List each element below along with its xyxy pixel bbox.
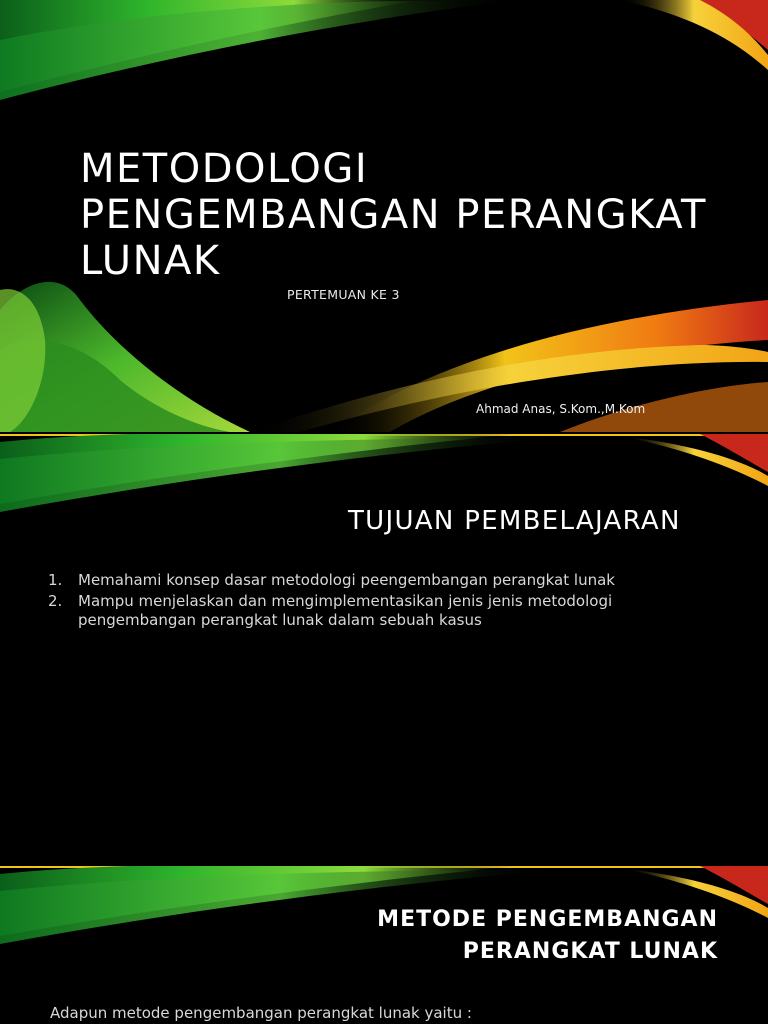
item-text: Memahami konsep dasar metodologi peengembangan perangkat lunak — [78, 571, 615, 589]
slide-body-text: Adapun metode pengembangan perangkat lunak yaitu : — [50, 1004, 472, 1022]
slide-title: TUJUAN PEMBELAJARAN — [348, 506, 681, 536]
list-item — [48, 592, 718, 630]
item-number: 1. — [48, 571, 63, 589]
list-item — [48, 571, 748, 590]
objectives-list — [48, 571, 748, 632]
title-text: METODOLOGI PENGEMBANGAN PERANGKAT LUNAK — [80, 146, 707, 284]
slide-2 — [0, 434, 768, 864]
slide-title: METODE PENGEMBANGAN PERANGKAT LUNAK — [377, 907, 718, 964]
item-number: 2. — [48, 592, 63, 610]
author-name: Ahmad Anas, S.Kom.,M.Kom — [476, 402, 646, 416]
item-text: Mampu menjelaskan dan mengimplementasikan jenis jenis metodologi pengembangan perangkat lunak dalam sebuah kasus — [78, 592, 613, 629]
slide-title — [80, 146, 740, 284]
wave-decoration — [0, 434, 768, 864]
slide-3 — [0, 866, 768, 1024]
slide-1 — [0, 0, 768, 432]
slide-subtitle: PERTEMUAN KE 3 — [287, 287, 400, 302]
